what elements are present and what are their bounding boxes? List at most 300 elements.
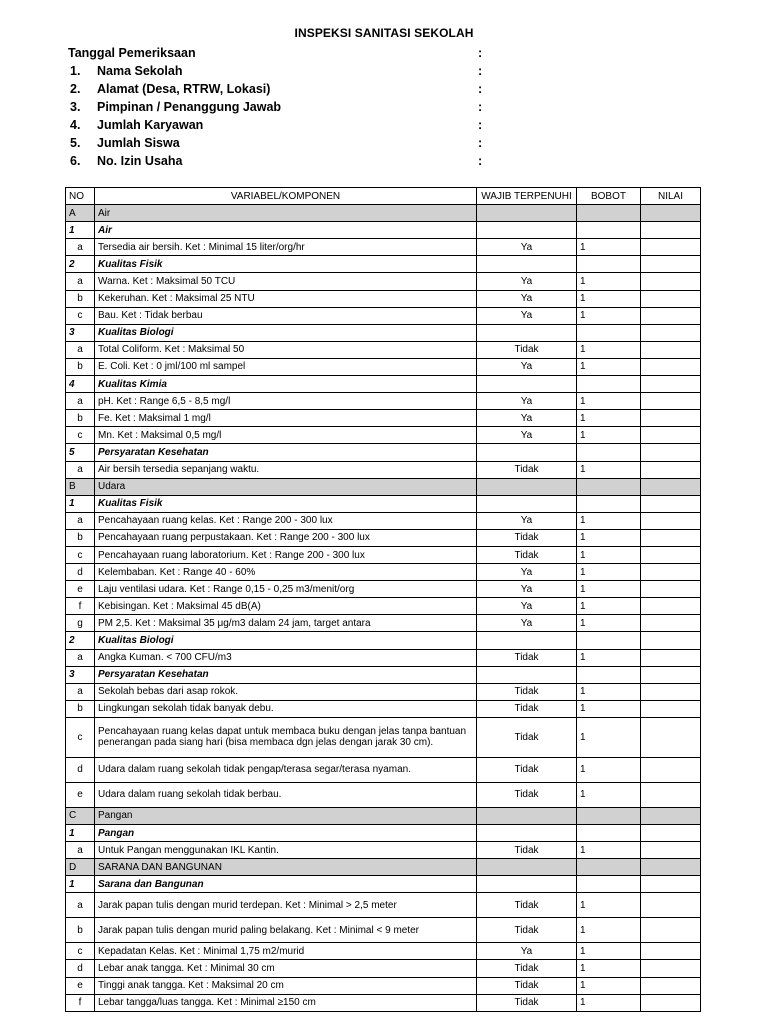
table-row — [66, 410, 701, 427]
row-variabel: Pangan — [95, 807, 477, 824]
row-wajib — [477, 632, 577, 649]
row-no: D — [66, 859, 95, 876]
table-row — [66, 307, 701, 324]
table-row — [66, 757, 701, 782]
table-row — [66, 581, 701, 598]
row-variabel: Fe. Ket : Maksimal 1 mg/l — [95, 410, 477, 427]
row-no: a — [66, 461, 95, 478]
row-nilai-cell — [641, 495, 701, 512]
row-wajib: Tidak — [477, 893, 577, 918]
table-row — [66, 427, 701, 444]
table-row — [66, 529, 701, 546]
row-wajib: Ya — [477, 239, 577, 256]
table-row — [66, 960, 701, 977]
row-variabel: Kekeruhan. Ket : Maksimal 25 NTU — [95, 290, 477, 307]
row-wajib: Tidak — [477, 683, 577, 700]
row-variabel: Air — [95, 205, 477, 222]
row-nilai-cell — [641, 632, 701, 649]
row-bobot — [577, 478, 641, 495]
row-wajib — [477, 825, 577, 842]
row-no: f — [66, 598, 95, 615]
row-wajib: Ya — [477, 512, 577, 529]
subsection-row — [66, 222, 701, 239]
row-variabel: Pencahayaan ruang laboratorium. Ket : Range 200 - 300 lux — [95, 546, 477, 563]
row-wajib: Ya — [477, 273, 577, 290]
row-wajib: Tidak — [477, 842, 577, 859]
row-nilai-cell — [641, 478, 701, 495]
row-bobot: 1 — [577, 598, 641, 615]
row-wajib — [477, 256, 577, 273]
subsection-row — [66, 444, 701, 461]
row-variabel: Kepadatan Kelas. Ket : Minimal 1,75 m2/murid — [95, 943, 477, 960]
row-bobot: 1 — [577, 960, 641, 977]
row-variabel: Pangan — [95, 825, 477, 842]
inspection-table — [65, 187, 701, 1012]
row-no: 1 — [66, 876, 95, 893]
row-bobot — [577, 205, 641, 222]
table-row — [66, 615, 701, 632]
subsection-row — [66, 666, 701, 683]
row-no: a — [66, 683, 95, 700]
row-wajib: Tidak — [477, 960, 577, 977]
row-no: b — [66, 358, 95, 375]
info-value-field[interactable]: : — [478, 82, 483, 96]
row-bobot: 1 — [577, 977, 641, 994]
row-bobot: 1 — [577, 700, 641, 717]
row-no: B — [66, 478, 95, 495]
row-no: 5 — [66, 444, 95, 461]
row-wajib — [477, 205, 577, 222]
table-row — [66, 564, 701, 581]
row-no: a — [66, 512, 95, 529]
row-wajib: Tidak — [477, 977, 577, 994]
info-label: Pimpinan / Penanggung Jawab — [97, 100, 282, 114]
info-row — [68, 116, 528, 134]
info-number: 4. — [70, 118, 81, 132]
row-bobot — [577, 859, 641, 876]
row-nilai-cell[interactable] — [641, 581, 701, 598]
header-no: NO — [66, 188, 95, 205]
row-bobot — [577, 222, 641, 239]
row-wajib: Tidak — [477, 918, 577, 943]
row-variabel: Laju ventilasi udara. Ket : Range 0,15 - 0,25 m3/menit/org — [95, 581, 477, 598]
row-bobot: 1 — [577, 512, 641, 529]
subsection-row — [66, 376, 701, 393]
row-nilai-cell — [641, 376, 701, 393]
row-nilai-cell[interactable] — [641, 427, 701, 444]
row-wajib: Ya — [477, 564, 577, 581]
section-row — [66, 205, 701, 222]
info-label: Alamat (Desa, RTRW, Lokasi) — [97, 82, 271, 96]
header-bobot: BOBOT — [577, 188, 641, 205]
row-no: 4 — [66, 376, 95, 393]
row-wajib — [477, 666, 577, 683]
row-bobot: 1 — [577, 717, 641, 757]
row-bobot — [577, 324, 641, 341]
row-no: a — [66, 341, 95, 358]
info-number: 3. — [70, 100, 81, 114]
row-nilai-cell — [641, 876, 701, 893]
row-bobot: 1 — [577, 757, 641, 782]
row-nilai-cell[interactable] — [641, 893, 701, 918]
row-variabel: Kelembaban. Ket : Range 40 - 60% — [95, 564, 477, 581]
row-wajib: Ya — [477, 358, 577, 375]
row-variabel: Mn. Ket : Maksimal 0,5 mg/l — [95, 427, 477, 444]
table-row — [66, 461, 701, 478]
row-no: b — [66, 700, 95, 717]
row-variabel: Kebisingan. Ket : Maksimal 45 dB(A) — [95, 598, 477, 615]
row-bobot: 1 — [577, 307, 641, 324]
row-nilai-cell[interactable] — [641, 529, 701, 546]
row-bobot: 1 — [577, 410, 641, 427]
row-no: 3 — [66, 324, 95, 341]
row-wajib — [477, 376, 577, 393]
row-nilai-cell[interactable] — [641, 410, 701, 427]
row-variabel: Untuk Pangan menggunakan IKL Kantin. — [95, 842, 477, 859]
row-variabel: Tersedia air bersih. Ket : Minimal 15 liter/org/hr — [95, 239, 477, 256]
row-bobot: 1 — [577, 529, 641, 546]
row-variabel: Jarak papan tulis dengan murid paling belakang. Ket : Minimal < 9 meter — [95, 918, 477, 943]
row-nilai-cell[interactable] — [641, 960, 701, 977]
row-variabel: Persyaratan Kesehatan — [95, 444, 477, 461]
row-nilai-cell[interactable] — [641, 461, 701, 478]
row-bobot: 1 — [577, 918, 641, 943]
row-variabel: SARANA DAN BANGUNAN — [95, 859, 477, 876]
row-bobot — [577, 376, 641, 393]
info-number: 2. — [70, 82, 81, 96]
row-variabel: Udara dalam ruang sekolah tidak berbau. — [95, 782, 477, 807]
row-nilai-cell — [641, 859, 701, 876]
row-nilai-cell[interactable] — [641, 717, 701, 757]
row-wajib — [477, 495, 577, 512]
row-wajib: Tidak — [477, 757, 577, 782]
row-bobot — [577, 666, 641, 683]
row-bobot — [577, 444, 641, 461]
row-wajib — [477, 324, 577, 341]
section-row — [66, 807, 701, 824]
table-row — [66, 649, 701, 666]
row-bobot: 1 — [577, 239, 641, 256]
row-nilai-cell[interactable] — [641, 239, 701, 256]
row-nilai-cell — [641, 324, 701, 341]
info-row — [68, 98, 528, 116]
row-wajib: Tidak — [477, 782, 577, 807]
row-no: A — [66, 205, 95, 222]
row-no: 1 — [66, 495, 95, 512]
row-nilai-cell[interactable] — [641, 307, 701, 324]
row-bobot: 1 — [577, 943, 641, 960]
row-nilai-cell[interactable] — [641, 273, 701, 290]
row-variabel: Bau. Ket : Tidak berbau — [95, 307, 477, 324]
table-row — [66, 239, 701, 256]
row-no: b — [66, 290, 95, 307]
table-row — [66, 977, 701, 994]
row-variabel: Air bersih tersedia sepanjang waktu. — [95, 461, 477, 478]
row-nilai-cell[interactable] — [641, 290, 701, 307]
row-nilai-cell[interactable] — [641, 546, 701, 563]
row-bobot: 1 — [577, 782, 641, 807]
info-row — [68, 62, 528, 80]
row-wajib: Ya — [477, 598, 577, 615]
table-row — [66, 943, 701, 960]
row-no: d — [66, 757, 95, 782]
row-bobot: 1 — [577, 290, 641, 307]
row-variabel: Lebar tangga/luas tangga. Ket : Minimal ≥150 cm — [95, 994, 477, 1011]
row-bobot — [577, 825, 641, 842]
row-bobot — [577, 807, 641, 824]
row-bobot: 1 — [577, 893, 641, 918]
row-wajib: Ya — [477, 943, 577, 960]
table-row — [66, 717, 701, 757]
row-variabel: Kualitas Fisik — [95, 495, 477, 512]
row-variabel: Angka Kuman. < 700 CFU/m3 — [95, 649, 477, 666]
row-variabel: Persyaratan Kesehatan — [95, 666, 477, 683]
row-no: c — [66, 307, 95, 324]
row-wajib: Tidak — [477, 649, 577, 666]
row-no: b — [66, 410, 95, 427]
info-number: 6. — [70, 154, 81, 168]
row-nilai-cell[interactable] — [641, 615, 701, 632]
row-wajib — [477, 478, 577, 495]
row-bobot — [577, 495, 641, 512]
row-no: 2 — [66, 632, 95, 649]
row-nilai-cell[interactable] — [641, 393, 701, 410]
row-nilai-cell[interactable] — [641, 977, 701, 994]
table-row — [66, 893, 701, 918]
table-row — [66, 393, 701, 410]
row-no: 2 — [66, 256, 95, 273]
row-variabel: Pencahayaan ruang perpustakaan. Ket : Range 200 - 300 lux — [95, 529, 477, 546]
row-wajib — [477, 807, 577, 824]
row-bobot: 1 — [577, 427, 641, 444]
table-row — [66, 994, 701, 1011]
row-variabel: Pencahayaan ruang kelas dapat untuk membaca buku dengan jelas tanpa bantuan penerangan pada siang hari (bisa membaca dgn jelas dengan jarak 30 cm). — [95, 717, 477, 757]
row-wajib — [477, 876, 577, 893]
row-no: b — [66, 918, 95, 943]
info-label: Nama Sekolah — [97, 64, 183, 78]
row-nilai-cell[interactable] — [641, 757, 701, 782]
subsection-row — [66, 825, 701, 842]
row-variabel: Pencahayaan ruang kelas. Ket : Range 200 - 300 lux — [95, 512, 477, 529]
row-nilai-cell[interactable] — [641, 994, 701, 1011]
row-wajib: Ya — [477, 393, 577, 410]
row-nilai-cell[interactable] — [641, 564, 701, 581]
row-no: a — [66, 273, 95, 290]
row-nilai-cell — [641, 256, 701, 273]
header-wajib: WAJIB TERPENUHI — [477, 188, 577, 205]
row-wajib: Ya — [477, 307, 577, 324]
row-variabel: Warna. Ket : Maksimal 50 TCU — [95, 273, 477, 290]
info-label: No. Izin Usaha — [97, 154, 183, 168]
row-variabel: Total Coliform. Ket : Maksimal 50 — [95, 341, 477, 358]
info-value-field[interactable]: : — [478, 136, 483, 150]
row-variabel: E. Coli. Ket : 0 jml/100 ml sampel — [95, 358, 477, 375]
row-bobot: 1 — [577, 581, 641, 598]
row-nilai-cell — [641, 205, 701, 222]
row-bobot: 1 — [577, 564, 641, 581]
row-no: a — [66, 842, 95, 859]
row-no: d — [66, 960, 95, 977]
row-variabel: Kualitas Kimia — [95, 376, 477, 393]
row-variabel: pH. Ket : Range 6,5 - 8,5 mg/l — [95, 393, 477, 410]
row-nilai-cell[interactable] — [641, 700, 701, 717]
info-row — [68, 134, 528, 152]
table-row — [66, 842, 701, 859]
table-row — [66, 290, 701, 307]
row-nilai-cell[interactable] — [641, 943, 701, 960]
row-variabel: Kualitas Biologi — [95, 324, 477, 341]
table-row — [66, 341, 701, 358]
info-row — [68, 80, 528, 98]
row-bobot: 1 — [577, 393, 641, 410]
info-value-field[interactable]: : — [478, 46, 483, 60]
section-row — [66, 478, 701, 495]
subsection-row — [66, 876, 701, 893]
row-variabel: Jarak papan tulis dengan murid terdepan. Ket : Minimal > 2,5 meter — [95, 893, 477, 918]
row-variabel: Kualitas Fisik — [95, 256, 477, 273]
row-variabel: Sarana dan Bangunan — [95, 876, 477, 893]
table-row — [66, 918, 701, 943]
info-value-field[interactable]: : — [478, 64, 483, 78]
row-no: 1 — [66, 825, 95, 842]
row-wajib: Tidak — [477, 700, 577, 717]
row-nilai-cell[interactable] — [641, 649, 701, 666]
row-no: c — [66, 427, 95, 444]
row-wajib: Ya — [477, 290, 577, 307]
row-bobot: 1 — [577, 842, 641, 859]
info-row — [68, 152, 528, 170]
table-row — [66, 546, 701, 563]
row-wajib: Ya — [477, 427, 577, 444]
row-bobot: 1 — [577, 683, 641, 700]
info-number: 5. — [70, 136, 81, 150]
table-row — [66, 358, 701, 375]
row-nilai-cell — [641, 222, 701, 239]
row-bobot: 1 — [577, 649, 641, 666]
row-variabel: Sekolah bebas dari asap rokok. — [95, 683, 477, 700]
section-row — [66, 859, 701, 876]
row-no: 3 — [66, 666, 95, 683]
table-row — [66, 512, 701, 529]
row-variabel: Udara dalam ruang sekolah tidak pengap/terasa segar/terasa nyaman. — [95, 757, 477, 782]
row-no: e — [66, 782, 95, 807]
row-wajib: Ya — [477, 615, 577, 632]
row-no: d — [66, 564, 95, 581]
subsection-row — [66, 324, 701, 341]
row-nilai-cell[interactable] — [641, 358, 701, 375]
subsection-row — [66, 256, 701, 273]
row-wajib: Ya — [477, 581, 577, 598]
header-variabel: VARIABEL/KOMPONEN — [95, 188, 477, 205]
row-nilai-cell[interactable] — [641, 918, 701, 943]
row-nilai-cell[interactable] — [641, 842, 701, 859]
row-bobot: 1 — [577, 358, 641, 375]
table-row — [66, 700, 701, 717]
row-bobot: 1 — [577, 273, 641, 290]
row-nilai-cell[interactable] — [641, 598, 701, 615]
row-no: a — [66, 239, 95, 256]
row-wajib — [477, 222, 577, 239]
table-body — [66, 205, 701, 1012]
info-label: Tanggal Pemeriksaan — [68, 46, 196, 60]
info-row — [68, 44, 528, 62]
table-row — [66, 683, 701, 700]
row-bobot: 1 — [577, 615, 641, 632]
row-wajib: Tidak — [477, 341, 577, 358]
row-no: a — [66, 893, 95, 918]
row-no: c — [66, 546, 95, 563]
header-nilai: NILAI — [641, 188, 701, 205]
row-variabel: Lingkungan sekolah tidak banyak debu. — [95, 700, 477, 717]
subsection-row — [66, 495, 701, 512]
row-variabel: Kualitas Biologi — [95, 632, 477, 649]
row-wajib: Tidak — [477, 461, 577, 478]
row-nilai-cell[interactable] — [641, 512, 701, 529]
row-bobot — [577, 876, 641, 893]
info-number: 1. — [70, 64, 81, 78]
row-nilai-cell — [641, 807, 701, 824]
row-nilai-cell[interactable] — [641, 341, 701, 358]
header-info — [68, 44, 528, 170]
row-no: a — [66, 649, 95, 666]
row-nilai-cell[interactable] — [641, 683, 701, 700]
row-wajib — [477, 859, 577, 876]
row-nilai-cell — [641, 825, 701, 842]
row-wajib: Tidak — [477, 717, 577, 757]
row-nilai-cell — [641, 666, 701, 683]
row-bobot: 1 — [577, 994, 641, 1011]
row-variabel: PM 2,5. Ket : Maksimal 35 μg/m3 dalam 24 jam, target antara — [95, 615, 477, 632]
table-row — [66, 598, 701, 615]
row-no: 1 — [66, 222, 95, 239]
row-bobot — [577, 632, 641, 649]
row-wajib: Ya — [477, 410, 577, 427]
info-value-field[interactable]: : — [478, 118, 483, 132]
page-title: INSPEKSI SANITASI SEKOLAH — [294, 26, 474, 40]
row-no: a — [66, 393, 95, 410]
info-value-field[interactable]: : — [478, 154, 483, 168]
row-no: f — [66, 994, 95, 1011]
row-wajib — [477, 444, 577, 461]
row-wajib: Tidak — [477, 546, 577, 563]
info-label: Jumlah Karyawan — [97, 118, 204, 132]
info-value-field[interactable]: : — [478, 100, 483, 114]
row-no: c — [66, 943, 95, 960]
table-row — [66, 782, 701, 807]
row-nilai-cell — [641, 444, 701, 461]
row-no: C — [66, 807, 95, 824]
row-bobot: 1 — [577, 461, 641, 478]
row-no: e — [66, 581, 95, 598]
row-variabel: Air — [95, 222, 477, 239]
row-no: b — [66, 529, 95, 546]
row-variabel: Tinggi anak tangga. Ket : Maksimal 20 cm — [95, 977, 477, 994]
row-nilai-cell[interactable] — [641, 782, 701, 807]
info-label: Jumlah Siswa — [97, 136, 180, 150]
table-row — [66, 273, 701, 290]
row-no: e — [66, 977, 95, 994]
row-bobot: 1 — [577, 341, 641, 358]
row-no: c — [66, 717, 95, 757]
row-wajib: Tidak — [477, 994, 577, 1011]
row-variabel: Udara — [95, 478, 477, 495]
row-no: g — [66, 615, 95, 632]
row-variabel: Lebar anak tangga. Ket : Minimal 30 cm — [95, 960, 477, 977]
row-bobot — [577, 256, 641, 273]
row-bobot: 1 — [577, 546, 641, 563]
row-wajib: Tidak — [477, 529, 577, 546]
table-header-row — [66, 188, 701, 205]
